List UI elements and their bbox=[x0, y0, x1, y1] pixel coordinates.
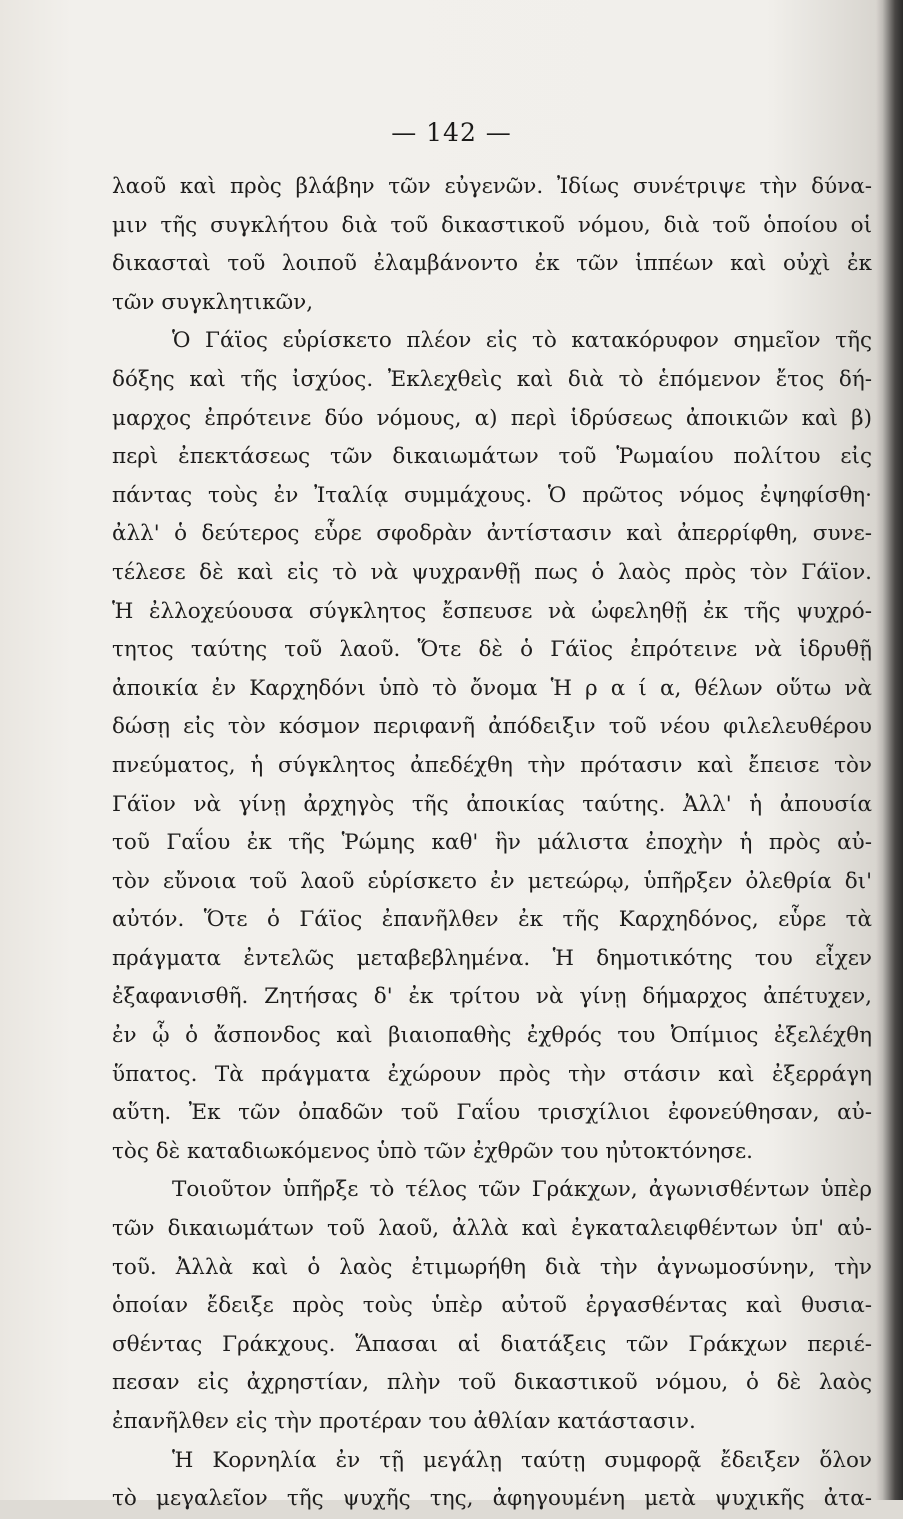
text-line: τῶν συγκλητικῶν, bbox=[112, 289, 314, 315]
text-line: ἀλλ' ὁ δεύτερος εὗρε σφοδρὰν ἀντίστασιν καὶ ἀπερρίφθη, συνε- bbox=[112, 521, 872, 547]
text-line: λαοῦ καὶ πρὸς βλάβην τῶν εὐγενῶν. Ἰδίως συνέτριψε τὴν δύνα- bbox=[112, 174, 872, 199]
text-line: Ἡ ἐλλοχεύουσα σύγκλητος ἔσπευσε νὰ ὠφεληθῇ ἐκ τῆς ψυχρό- bbox=[112, 598, 872, 624]
text-line: περὶ ἐπεκτάσεως τῶν δικαιωμάτων τοῦ Ῥωμαίου πολίτου εἰς bbox=[112, 444, 872, 470]
text-line: ἀποικία ἐν Καρχηδόνι ὑπὸ τὸ ὄνομα Ἡ ρ α ί α, θέλων οὕτω νὰ bbox=[112, 675, 872, 701]
text-line: αὐτόν. Ὅτε ὁ Γάϊος ἐπανῆλθεν ἐκ τῆς Καρχηδόνος, εὗρε τὰ bbox=[112, 907, 872, 933]
text-line: πεσαν εἰς ἀχρηστίαν, πλὴν τοῦ δικαστικοῦ νόμου, ὁ δὲ λαὸς bbox=[112, 1370, 872, 1396]
text-line: πράγματα ἐντελῶς μεταβεβλημένα. Ἡ δημοτικότης του εἶχεν bbox=[112, 945, 872, 971]
text-line: τοῦ. Ἀλλὰ καὶ ὁ λαὸς ἐτιμωρήθη διὰ τὴν ἀγνωμοσύνην, τὴν bbox=[112, 1254, 872, 1280]
text-line: τὸ μεγαλεῖον τῆς ψυχῆς της, ἀφηγουμένη μετὰ ψυχικῆς ἀτα- bbox=[112, 1486, 872, 1512]
text-line: δικασταὶ τοῦ λοιποῦ ἐλαμβάνοντο ἐκ τῶν ἱππέων καὶ οὐχὶ ἐκ bbox=[112, 251, 872, 277]
text-line: μαρχος ἐπρότεινε δύο νόμους, α) περὶ ἱδρύσεως ἀποικιῶν καὶ β) bbox=[112, 405, 872, 431]
text-line: σθέντας Γράκχους. Ἅπασαι αἱ διατάξεις τῶν Γράκχων περιέ- bbox=[112, 1331, 872, 1357]
text-line: τῶν δικαιωμάτων τοῦ λαοῦ, ἀλλὰ καὶ ἐγκαταλειφθέντων ὑπ' αὐ- bbox=[112, 1216, 872, 1242]
body-text bbox=[112, 168, 872, 1519]
text-line: τητος ταύτης τοῦ λαοῦ. Ὅτε δὲ ὁ Γάϊος ἐπρότεινε νὰ ἱδρυθῇ bbox=[112, 637, 872, 663]
text-line: τέλεσε δὲ καὶ εἰς τὸ νὰ ψυχρανθῇ πως ὁ λαὸς πρὸς τὸν Γάϊον. bbox=[112, 559, 872, 585]
text-line: αὕτη. Ἐκ τῶν ὀπαδῶν τοῦ Γαΐου τρισχίλιοι ἐφονεύθησαν, αὐ- bbox=[112, 1100, 872, 1126]
text-line: ἐπανῆλθεν εἰς τὴν προτέραν του ἀθλίαν κατάστασιν. bbox=[112, 1409, 696, 1434]
text-line: ἐν ᾧ ὁ ἄσπονδος καὶ βιαιοπαθὴς ἐχθρός του Ὀπίμιος ἐξελέχθη bbox=[112, 1023, 872, 1049]
text-line: Γάϊον νὰ γίνῃ ἀρχηγὸς τῆς ἀποικίας ταύτης. Ἀλλ' ἡ ἀπουσία bbox=[112, 791, 872, 817]
text-line: Τοιοῦτον ὑπῆρξε τὸ τέλος τῶν Γράκχων, ἀγωνισθέντων ὑπὲρ bbox=[172, 1177, 872, 1203]
text-line: πάντας τοὺς ἐν Ἰταλίᾳ συμμάχους. Ὁ πρῶτος νόμος ἐψηφίσθη· bbox=[112, 482, 872, 508]
text-line: πνεύματος, ἡ σύγκλητος ἀπεδέχθη τὴν πρότασιν καὶ ἔπεισε τὸν bbox=[112, 752, 872, 778]
text-line: τὸν εὔνοια τοῦ λαοῦ εὑρίσκετο ἐν μετεώρῳ, ὑπῆρξεν ὀλεθρία δι' bbox=[112, 868, 872, 894]
text-line: τοῦ Γαΐου ἐκ τῆς Ῥώμης καθ' ἣν μάλιστα ἐποχὴν ἡ πρὸς αὐ- bbox=[112, 830, 872, 856]
page-number: — 142 — bbox=[391, 118, 512, 147]
text-line: ἐξαφανισθῆ. Ζητήσας δ' ἐκ τρίτου νὰ γίνῃ δήμαρχος ἀπέτυχεν, bbox=[112, 984, 872, 1010]
text-line: δώσῃ εἰς τὸν κόσμον περιφανῆ ἀπόδειξιν τοῦ νέου φιλελευθέρου bbox=[112, 714, 872, 740]
text-line: Ὁ Γάϊος εὑρίσκετο πλέον εἰς τὸ κατακόρυφον σημεῖον τῆς bbox=[172, 328, 872, 354]
text-line: τὸς δὲ καταδιωκόμενος ὑπὸ τῶν ἐχθρῶν του ηὐτοκτόνησε. bbox=[112, 1138, 753, 1164]
text-line: μιν τῆς συγκλήτου διὰ τοῦ δικαστικοῦ νόμου, διὰ τοῦ ὁποίου οἱ bbox=[112, 212, 872, 238]
text-line: Ἡ Κορνηλία ἐν τῇ μεγάλῃ ταύτῃ συμφορᾷ ἔδειξεν ὅλον bbox=[172, 1447, 872, 1473]
text-line: ὁποίαν ἔδειξε πρὸς τοὺς ὑπὲρ αὐτοῦ ἐργασθέντας καὶ θυσια- bbox=[112, 1293, 872, 1319]
book-gutter-shadow bbox=[883, 0, 903, 1500]
text-line: δόξης καὶ τῆς ἰσχύος. Ἐκλεχθεὶς καὶ διὰ τὸ ἑπόμενον ἔτος δή- bbox=[112, 366, 872, 392]
text-line: ὕπατος. Τὰ πράγματα ἐχώρουν πρὸς τὴν στάσιν καὶ ἐξερράγη bbox=[112, 1061, 872, 1087]
